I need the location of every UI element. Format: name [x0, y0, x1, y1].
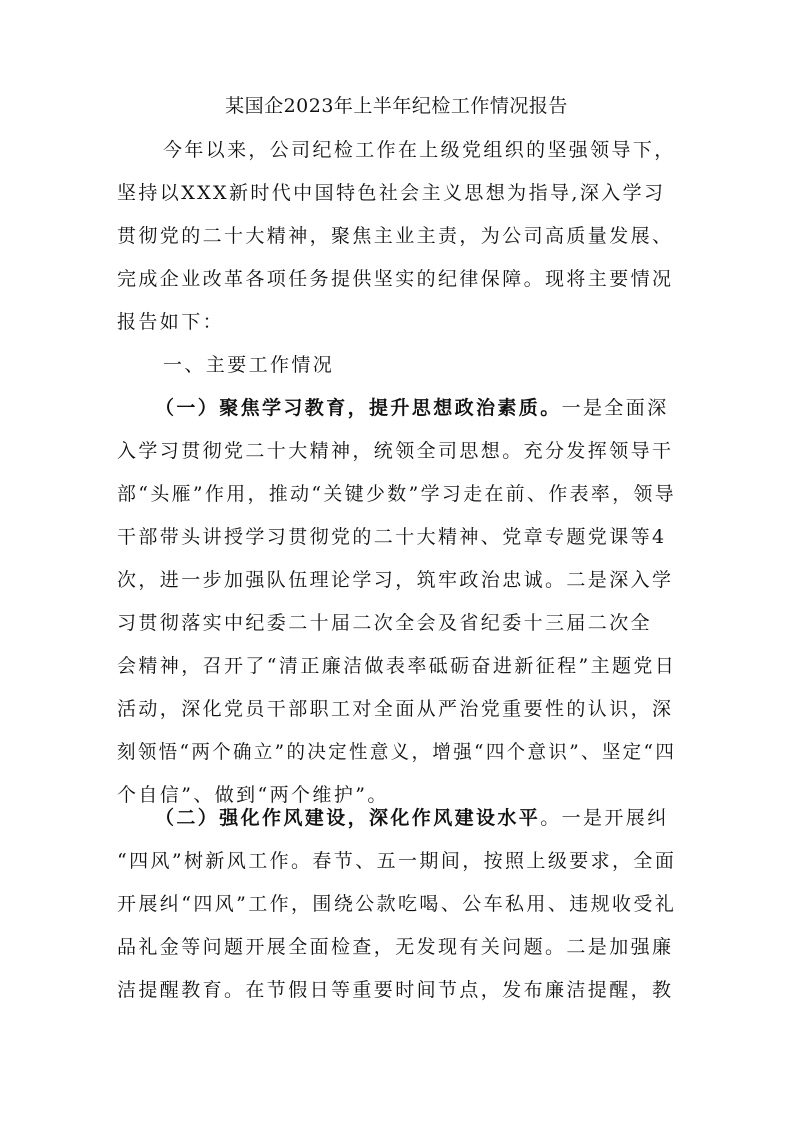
subsection-heading: （一）聚焦学习教育，提升思想政治素质。 [155, 397, 562, 419]
paragraph-line: 会精神，召开了“清正廉洁做表率砥砺奋进新征程”主题党日 [117, 655, 677, 677]
subsection-heading: （二）强化作风建设，深化作风建设水平 [155, 807, 541, 829]
paragraph-line: 刻领悟“两个确立”的决定性意义，增强“四个意识”、坚定“四 [117, 741, 677, 763]
paragraph-text: 一是开展纠 [561, 807, 669, 829]
intro-line: 贯彻党的二十大精神，聚焦主业主责，为公司高质量发展、 [117, 225, 674, 247]
intro-line: 坚持以XXX新时代中国特色社会主义思想为指导,深入学习 [117, 182, 666, 204]
paragraph-line: 个自信”、做到“两个维护”。 [117, 784, 389, 806]
paragraph-line: 习贯彻落实中纪委二十届二次全会及省纪委十三届二次全 [117, 612, 653, 634]
paragraph-line: 次，进一步加强队伍理论学习，筑牢政治忠诚。二是深入学 [117, 569, 674, 591]
document-title: 某国企2023年上半年纪检工作情况报告 [225, 95, 568, 117]
section-heading: 一、主要工作情况 [163, 354, 335, 376]
subsection-first-line [155, 390, 669, 426]
subsection-first-line [155, 800, 669, 836]
paragraph-line: 洁提醒教育。在节假日等重要时间节点，发布廉洁提醒，教 [117, 979, 674, 1001]
paragraph-line: “四风”树新风工作。春节、五一期间，按照上级要求，全面 [117, 850, 677, 872]
paragraph-line: 品礼金等问题开展全面检查，无发现有关问题。二是加强廉 [117, 936, 674, 958]
paragraph-text: 一是全面深 [561, 397, 669, 419]
intro-line: 今年以来，公司纪检工作在上级党组织的坚强领导下， [163, 139, 676, 161]
paragraph-line: 活动，深化党员干部职工对全面从严治党重要性的认识，深 [117, 698, 674, 720]
paragraph-line: 部“头雁”作用，推动“关键少数”学习走在前、作表率，领导 [117, 483, 677, 505]
paragraph-line: 干部带头讲授学习贯彻党的二十大精神、党章专题党课等4 [117, 526, 667, 548]
intro-line: 完成企业改革各项任务提供坚实的纪律保障。现将主要情况 [117, 268, 674, 290]
paragraph-text: 。 [540, 807, 562, 829]
paragraph-line: 入学习贯彻党二十大精神，统领全司思想。充分发挥领导干 [117, 440, 674, 462]
intro-line: 报告如下： [117, 311, 225, 333]
paragraph-line: 开展纠“四风”工作，围绕公款吃喝、公车私用、违规收受礼 [117, 893, 677, 915]
